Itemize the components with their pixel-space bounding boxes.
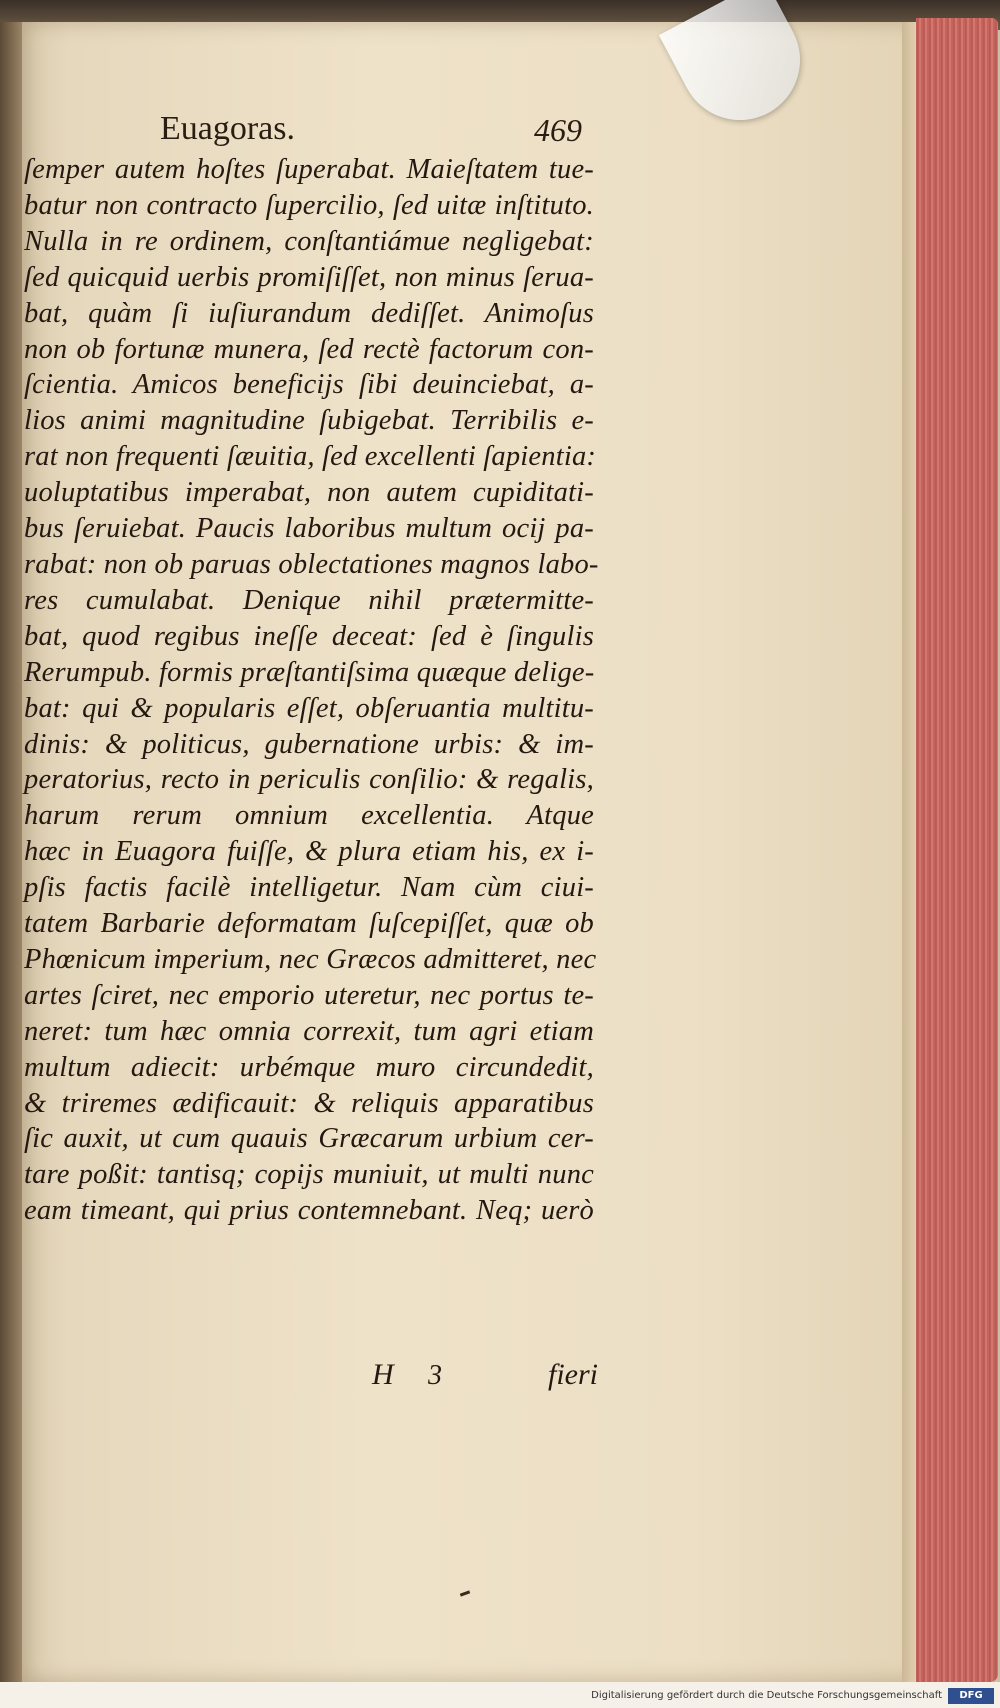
text-line: dinis: & politicus, gubernatione urbis: & im- [24, 728, 594, 760]
footer-credit: Digitalisierung gefördert durch die Deutsche Forschungsgemeinschaft [591, 1690, 942, 1701]
text-line: rat non frequenti ſæuitia, ſed excellenti ſapientia: [24, 441, 597, 473]
text-line: ſed quicquid uerbis promiſiſſet, non minus ſerua- [24, 261, 594, 293]
text-line: res cumulabat. Denique nihil prætermitte- [24, 584, 594, 616]
text-line: rabat: non ob paruas oblectationes magnos labo- [24, 548, 599, 580]
text-line: ſemper autem hoſtes ſuperabat. Maieſtatem tue- [24, 154, 594, 185]
text-line: ſcientia. Amicos beneficijs ſibi deuinciebat, a- [24, 369, 594, 401]
text-line: eam timeant, qui prius contemnebant. Neq; uerò [24, 1195, 594, 1227]
text-line: tatem Barbarie deformatam ſuſcepiſſet, quæ ob [24, 908, 594, 940]
red-fore-edge [916, 18, 998, 1682]
signature-mark: H [372, 1358, 394, 1391]
text-line: hæc in Euagora fuiſſe, & plura etiam his, ex i- [24, 836, 594, 868]
text-line: Rerumpub. formis præſtantiſsima quæque delige- [24, 656, 595, 688]
text-line: bus ſeruiebat. Paucis laboribus multum ocij pa- [24, 513, 594, 545]
text-line: bat, quàm ſi iuſiurandum dediſſet. Animoſus [24, 297, 594, 329]
body-text [24, 152, 599, 1229]
text-line: pſis factis facilè intelligetur. Nam cùm ciui- [24, 872, 594, 904]
dfg-logo[interactable]: DFG [948, 1688, 994, 1704]
text-line: non ob fortunæ munera, ſed rectè factorum con- [24, 333, 594, 365]
signature-number: 3 [428, 1360, 442, 1391]
text-line: bat, quod regibus ineſſe deceat: ſed è ſingulis [24, 620, 594, 652]
text-line: artes ſciret, nec emporio uteretur, nec portus te- [24, 979, 594, 1011]
text-line: tare poßit: tantisq; copijs muniuit, ut multi nunc [24, 1159, 594, 1191]
text-line: & triremes ædificauit: & reliquis apparatibus [24, 1087, 594, 1119]
page-number: 469 [534, 112, 582, 148]
binding-gutter [0, 22, 22, 1682]
text-line: Nulla in re ordinem, conſtantiámue negligebat: [24, 225, 594, 257]
page-edge [902, 22, 916, 1682]
text-line: multum adiecit: urbémque muro circundedit, [24, 1051, 594, 1083]
text-line: lios animi magnitudine ſubigebat. Terribilis e- [24, 405, 594, 437]
text-line: uoluptatibus imperabat, non autem cupiditati- [24, 477, 594, 509]
text-line: batur non contracto ſupercilio, ſed uitæ inſtituto. [24, 189, 594, 221]
text-line: peratorius, recto in periculis conſilio: & regalis, [24, 764, 594, 796]
text-line: harum rerum omnium excellentia. Atque [24, 800, 594, 832]
catchword: fieri [548, 1358, 598, 1391]
running-head: Euagoras. [160, 110, 296, 147]
text-line: Phœnicum imperium, nec Græcos admitteret, nec [24, 943, 597, 975]
text-line: ſic auxit, ut cum quauis Græcarum urbium cer- [24, 1123, 594, 1155]
text-line: bat: qui & popularis eſſet, obſeruantia multitu- [24, 692, 594, 724]
text-line: neret: tum hæc omnia correxit, tum agri etiam [24, 1015, 594, 1047]
